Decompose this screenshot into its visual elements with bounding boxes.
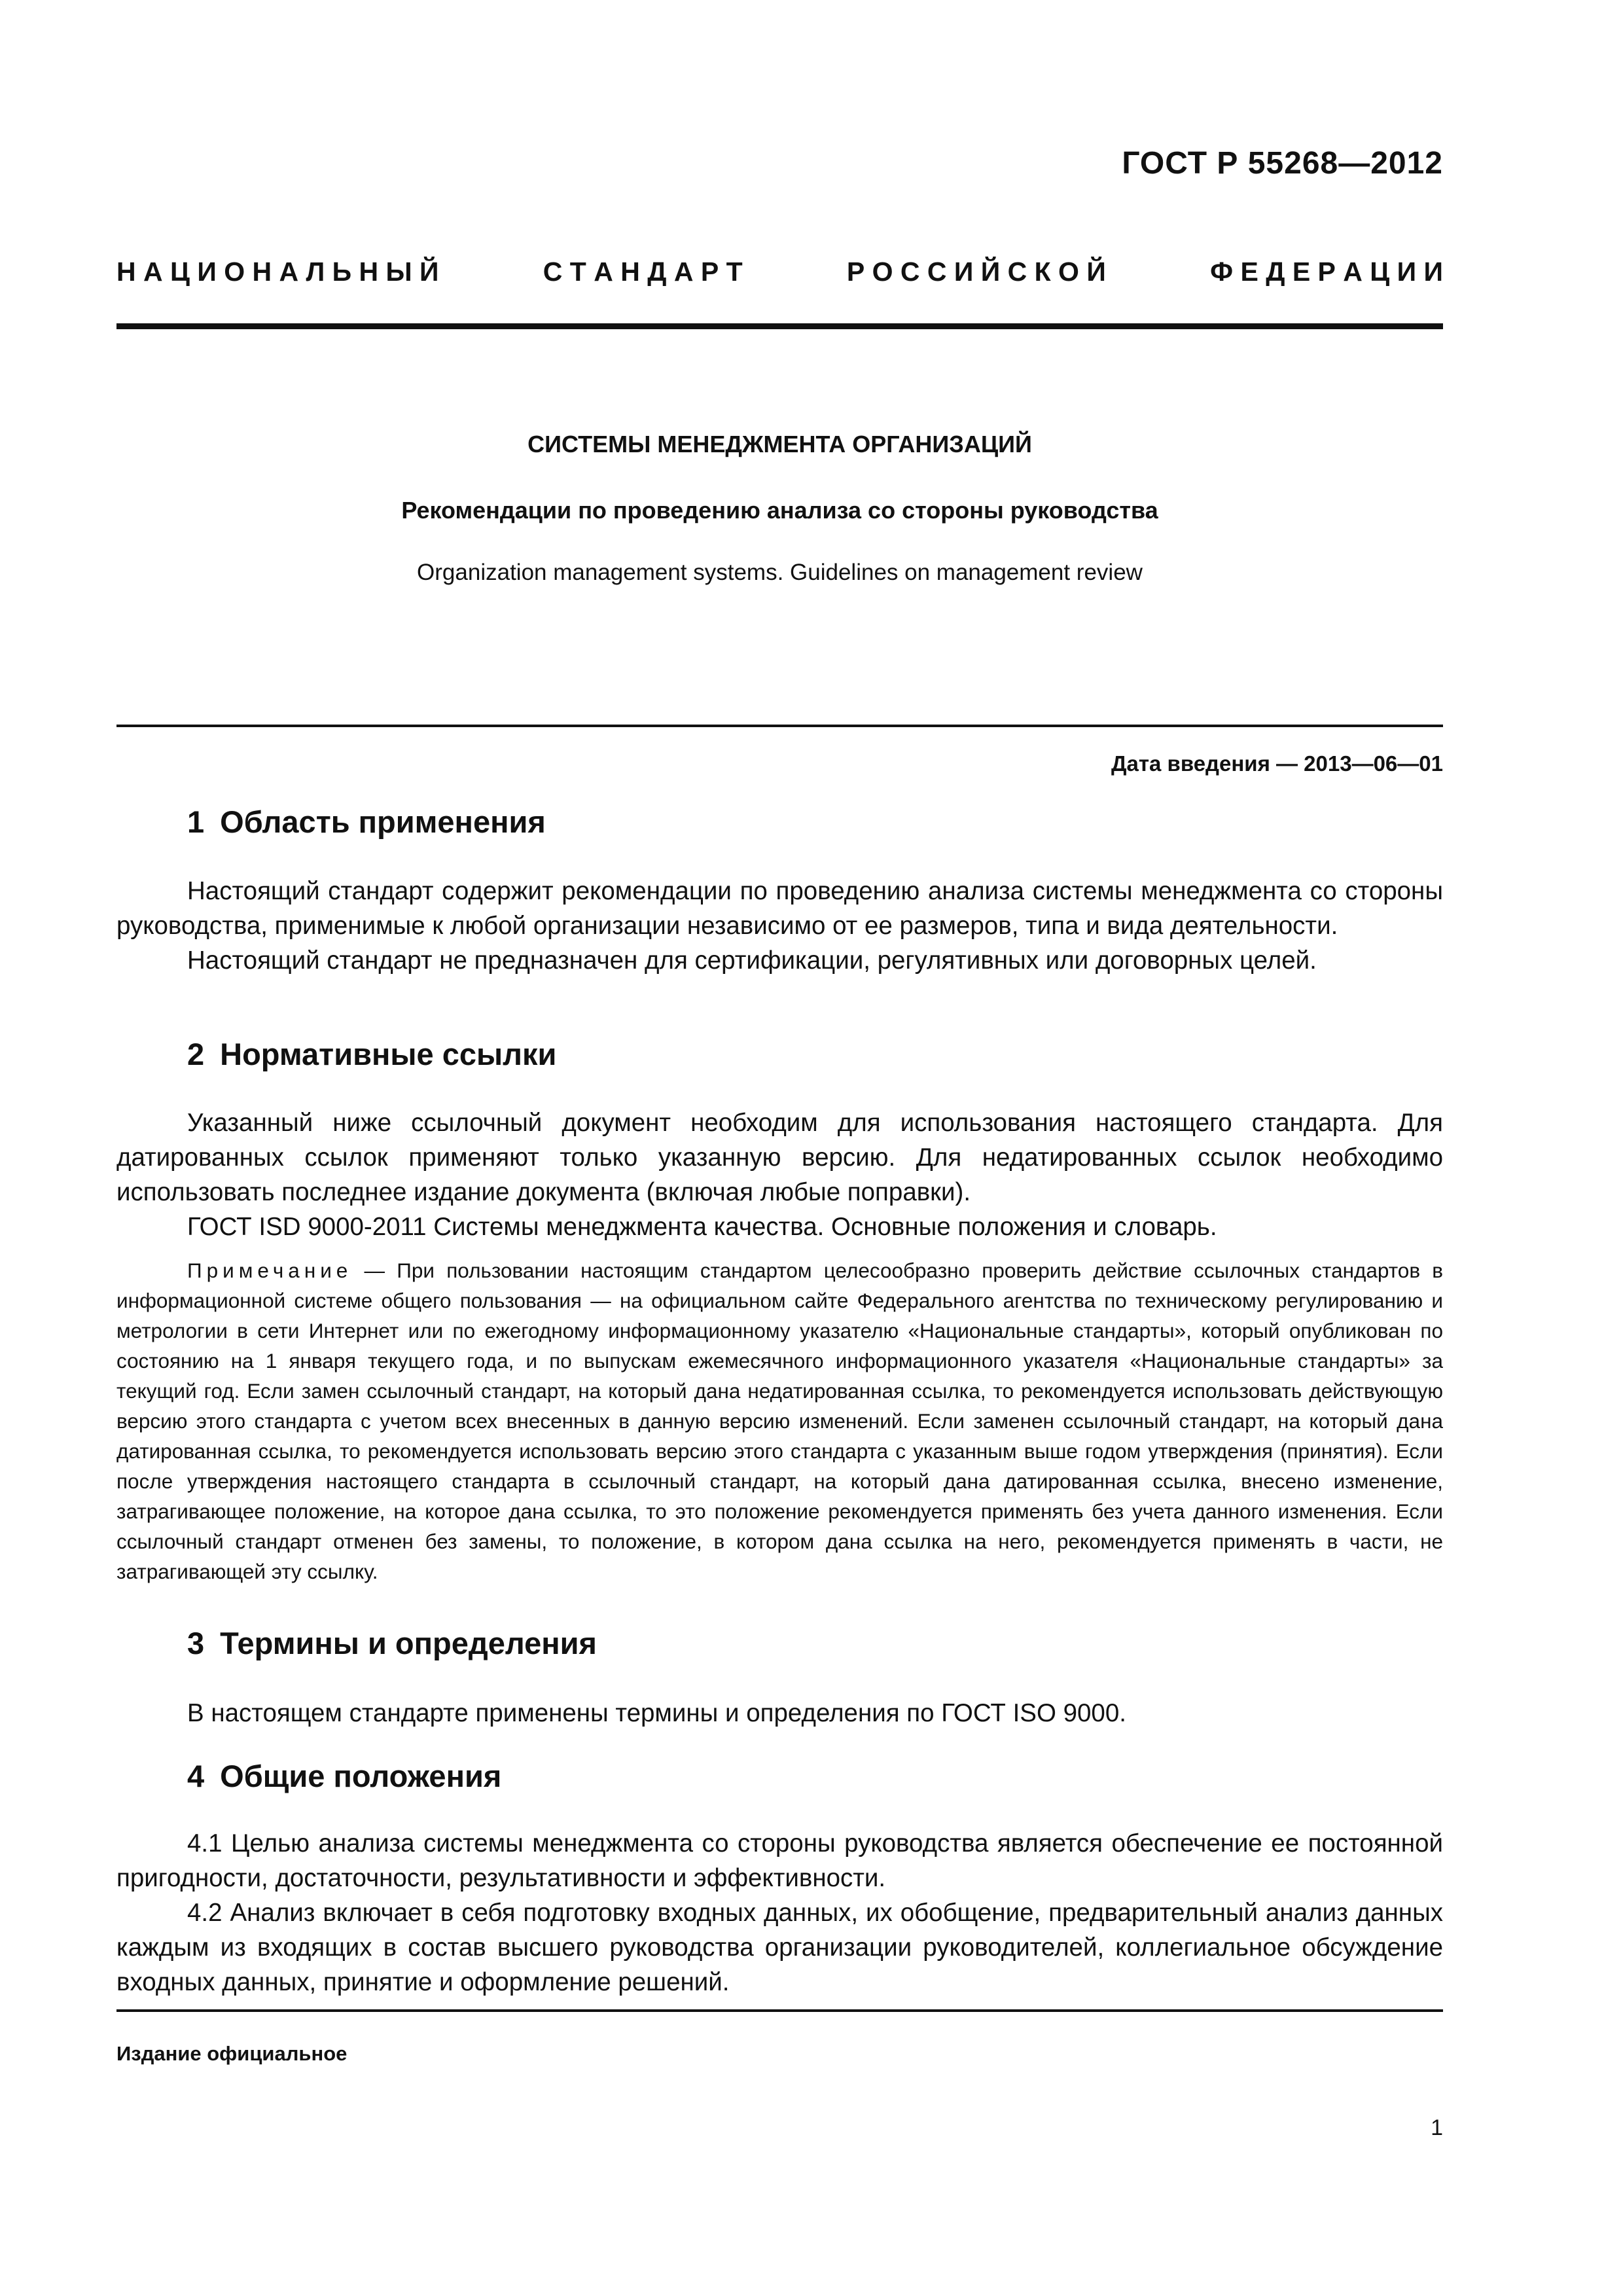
section-3-body	[116, 1696, 1443, 1731]
banner-word: Ф Е Д Е Р А Ц И И	[1210, 257, 1443, 287]
section-number: 4	[187, 1759, 205, 1793]
section-2-body	[116, 1105, 1443, 1244]
document-subtitle: Рекомендации по проведению анализа со стороны руководства	[401, 497, 1158, 524]
header-divider	[116, 323, 1443, 329]
english-title: Organization management systems. Guidelines on management review	[417, 560, 1143, 585]
section-number: 1	[187, 804, 205, 839]
footer-divider	[116, 2009, 1443, 2012]
title-divider	[116, 725, 1443, 727]
paragraph: Настоящий стандарт содержит рекомендации по проведению анализа системы менеджмента со стороны руководства, применимые к любой организации независимо от ее размеров, типа и вида деятельности.	[116, 877, 1443, 940]
banner-word: Р О С С И Й С К О Й	[846, 257, 1106, 287]
paragraph: В настоящем стандарте применены термины и определения по ГОСТ ISO 9000.	[187, 1699, 1126, 1727]
note-label: Примечание	[187, 1259, 353, 1282]
edition-label: Издание официальное	[116, 2042, 348, 2065]
section-title: Область применения	[220, 804, 546, 839]
paragraph: Указанный ниже ссылочный документ необходим для использования настоящего стандарта. Для датированных ссылок применяют только указанную версию. Для недатированных ссылок необходимо использовать последнее издание документа (включая любые поправки).	[116, 1109, 1443, 1206]
section-title: Общие положения	[220, 1759, 502, 1793]
section-1-body	[116, 874, 1443, 978]
section-4-body	[116, 1826, 1443, 2000]
section-title: Термины и определения	[220, 1626, 597, 1660]
section-heading-2	[187, 1036, 556, 1072]
page-number: 1	[1431, 2115, 1443, 2140]
section-heading-3	[187, 1625, 597, 1661]
section-heading-1	[187, 804, 546, 840]
paragraph: 4.1 Целью анализа системы менеджмента со стороны руководства является обеспечение ее постоянной пригодности, достаточности, результативности и эффективности.	[116, 1829, 1443, 1892]
document-title: СИСТЕМЫ МЕНЕДЖМЕНТА ОРГАНИЗАЦИЙ	[527, 431, 1032, 457]
note-block	[116, 1255, 1443, 1587]
paragraph: Настоящий стандарт не предназначен для сертификации, регулятивных или договорных целей.	[187, 946, 1317, 975]
paragraph: ГОСТ ISD 9000-2011 Системы менеджмента качества. Основные положения и словарь.	[187, 1213, 1217, 1241]
document-code: ГОСТ Р 55268—2012	[1122, 146, 1443, 181]
note-text: — При пользовании настоящим стандартом целесообразно проверить действие ссылочных стандартов в информационной системе общего пользования — на официальном сайте Федерального агентства по техническому регулированию и метрологии в сети Интернет или по ежегодному информационному указателю «Национальные стандарты», который опубликован по состоянию на 1 января текущего года, и по выпускам ежемесячного информационного указателя «Национальные стандарты» за текущий год. Если замен ссылочный стандарт, на который дана недатированная ссылка, то рекомендуется использовать действующую версию этого стандарта с учетом всех внесенных в данную версию изменений. Если заменен ссылочный стандарт, на который дана датированная ссылка, то рекомендуется использовать версию этого стандарта с указанным выше годом утверждения (принятия). Если после утверждения настоящего стандарта в ссылочный стандарт, на который дана датированная ссылка, внесено изменение, затрагивающее положение, на которое дана ссылка, то это положение рекомендуется применять без учета данного изменения. Если ссылочный стандарт отменен без замены, то положение, в котором дана ссылка на него, рекомендуется применять в части, не затрагивающей эту ссылку.	[116, 1259, 1443, 1583]
section-number: 2	[187, 1037, 205, 1071]
section-number: 3	[187, 1626, 205, 1660]
section-title: Нормативные ссылки	[220, 1037, 557, 1071]
section-heading-4	[187, 1758, 501, 1794]
note-paragraph	[116, 1255, 1443, 1587]
banner-word: Н А Ц И О Н А Л Ь Н Ы Й	[116, 257, 439, 287]
banner-word: С Т А Н Д А Р Т	[543, 257, 743, 287]
standard-type-banner	[116, 257, 1443, 287]
paragraph: 4.2 Анализ включает в себя подготовку входных данных, их обобщение, предварительный анализ данных каждым из входящих в состав высшего руководства организации руководителей, коллегиальное обсуждение входных данных, принятие и оформление решений.	[116, 1899, 1443, 1996]
introduction-date: Дата введения — 2013—06—01	[1111, 751, 1443, 776]
